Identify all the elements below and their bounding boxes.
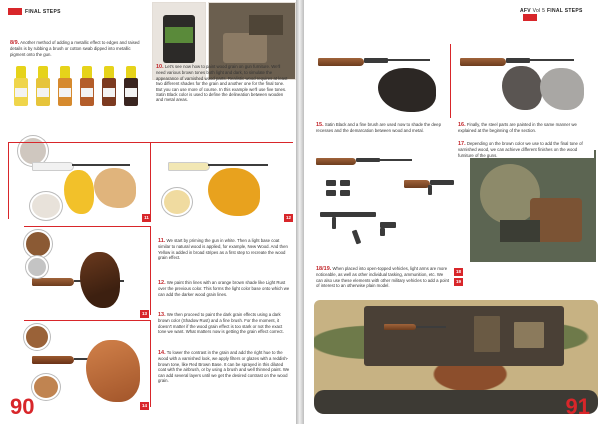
rifle-stock-icon <box>404 180 430 188</box>
brush-detail-icon <box>24 230 52 258</box>
magazine-icon <box>326 190 336 196</box>
bottle-icon <box>80 66 94 106</box>
bottle-icon <box>58 66 72 106</box>
figure-number-12: 12 <box>285 215 291 220</box>
rifle-stock-icon <box>318 58 364 66</box>
caption-number: 12. <box>158 280 166 286</box>
figure-frame <box>444 44 451 118</box>
rifle-barrel-icon <box>388 59 430 61</box>
bottle-icon <box>14 66 28 106</box>
caption-18-19 <box>316 266 450 289</box>
bottle-icon <box>102 66 116 106</box>
paint-bottles <box>14 66 150 114</box>
book-gutter <box>296 0 304 424</box>
caption-text: We start by priming the gun in white. Then a light base coat similar to natural wood is applied, for example, New Wood. And then Yellow is added in broad stripes as a first step to recreate the wood grain effect. <box>158 238 288 261</box>
caption-11 <box>158 238 290 261</box>
paint-swatch-icon <box>502 66 542 110</box>
caption-number: 10. <box>156 64 164 70</box>
caption-text: When placed into open-topped vehicles, light arms are more noticeable, as well as other individual tasking, ammunition, etc. We can also use these elements with other military vehicles to add a point of interest to an otherwise plain model. <box>316 266 450 289</box>
caption-15 <box>316 122 444 134</box>
smg-body-icon <box>320 212 376 217</box>
caption-text: Satin Black and a fine brush are used now to shade the deep recesses and the demarcation between wood and metal. <box>316 122 441 134</box>
rifle-stock-icon <box>460 58 506 66</box>
right-header <box>520 8 600 21</box>
magazine-icon <box>340 190 350 196</box>
rifle-receiver-icon <box>430 180 454 185</box>
caption-number: 14. <box>158 350 166 356</box>
figure-frame <box>150 142 293 219</box>
figure-number-11: 11 <box>142 214 151 222</box>
paint-swatch-icon <box>378 68 436 112</box>
figure-number-18: 18 <box>455 269 461 274</box>
rifle-receiver-icon <box>356 158 380 162</box>
bottle-icon <box>124 66 138 106</box>
brush-detail-icon <box>24 324 50 350</box>
caption-number: 16. <box>458 122 466 128</box>
rifle-stock-icon <box>32 278 74 286</box>
rifle-receiver-icon <box>364 58 388 63</box>
caption-text: We paint thin lines with an orange brown shade like Light Rust over the previous color. This forms the light color base onto which we can add the darker wood grain lines. <box>158 280 290 297</box>
figure-13-left <box>28 230 152 310</box>
caption-number: 15. <box>316 122 324 128</box>
caption-text: Finally, the steel parts are painted in the same manner we explained at the beginning of the section. <box>458 122 577 134</box>
left-page <box>0 0 296 424</box>
rifle-stock-icon <box>32 356 74 364</box>
halftrack-tracks <box>314 390 598 414</box>
caption-number: 8/9. <box>10 40 20 46</box>
caption-number: 17. <box>458 141 466 147</box>
caption-text: Another method of adding a metallic effect to edges and raised details is by rubbing a brush or cotton swab dipped into metallic pigment onto the gun. <box>10 40 140 57</box>
rifle-stock-icon <box>316 158 356 165</box>
right-page <box>304 0 600 424</box>
left-header <box>8 8 61 15</box>
paint-swatch-icon <box>540 68 584 110</box>
bottle-icon <box>36 66 50 106</box>
header-vol: Vol 5 <box>532 8 546 14</box>
rifle-barrel-icon <box>380 159 412 161</box>
detail-circle-icon <box>26 256 48 278</box>
halftrack-interior <box>364 306 564 366</box>
caption-10 <box>156 64 290 103</box>
caption-12 <box>158 280 290 297</box>
vehicle-interior-closeup <box>470 150 596 262</box>
header-tag <box>8 8 22 15</box>
caption-text: To lower the contrast in the grain and add the right hue to the wood with a varnished look, we apply filters or glazes with a reddish-brown tone, like Red Brown Base. It can be sprayed in this diluted coat with the airbrush, or by using a brush and well thinned paint. We can add several layers until we get the desired contrast on the wood grain. <box>158 350 290 384</box>
figure-number-13: 13 <box>141 311 147 316</box>
magazine-icon <box>352 230 361 245</box>
header-tag <box>523 14 537 21</box>
detail-circle-icon <box>32 374 60 400</box>
magazine-icon <box>340 180 350 186</box>
paint-swatch-icon <box>80 252 120 308</box>
figure-number-19: 19 <box>455 279 461 284</box>
pistol-grip-icon <box>380 228 385 236</box>
rifle-receiver-icon <box>506 58 530 63</box>
magazine-icon <box>326 180 336 186</box>
figure-number-14: 14 <box>141 403 147 408</box>
caption-8-9 <box>10 40 144 57</box>
caption-17 <box>458 141 594 158</box>
caption-16 <box>458 122 592 134</box>
caption-number: 18/19. <box>316 266 332 272</box>
figure-17-weapons <box>310 150 460 268</box>
caption-14 <box>158 350 290 383</box>
caption-text: Depending on the brown color we use to add the final tone of varnished wood, we can achieve different finishes on the wood furniture of the guns. <box>458 141 583 158</box>
caption-number: 11. <box>158 238 166 244</box>
figure-14-left <box>28 322 152 404</box>
header-text: FINAL STEPS <box>25 8 61 15</box>
header-section: FINAL STEPS <box>546 8 583 14</box>
page-number-right: 91 <box>565 394 590 419</box>
header-text: AFV <box>520 8 531 14</box>
caption-text: Let's see now how to paint wood grain on gun furniture. We'll need various brown tones both light and dark, to simulate the appearance of varnished wood parts. Realistic wood requires at least two different shades for the grain and another one for the final tone. But you can use more of course. In this example we'll use five tones. Satin Black color is used to define the delineation between wooden and metal areas. <box>156 64 288 103</box>
figure-frame <box>8 142 151 219</box>
magazine-icon <box>428 185 432 195</box>
rifle-barrel-icon <box>530 59 574 61</box>
caption-number: 13. <box>158 312 166 318</box>
figure-19-halftrack <box>314 290 598 418</box>
page-number-left: 90 <box>10 394 35 419</box>
figure-15 <box>312 44 448 116</box>
figure-16 <box>454 44 594 116</box>
caption-text: We then proceed to paint the dark grain effects using a dark brown color (Shadow Rust) and a fine brush. For the moment, it doesn't matter if the wood grain effect is too stark or not the exact tone we want. What matters now is getting the grain effect correct. <box>158 312 284 335</box>
paint-swatch-icon <box>86 340 140 402</box>
magazine-icon <box>332 217 336 229</box>
caption-13 <box>158 312 290 335</box>
